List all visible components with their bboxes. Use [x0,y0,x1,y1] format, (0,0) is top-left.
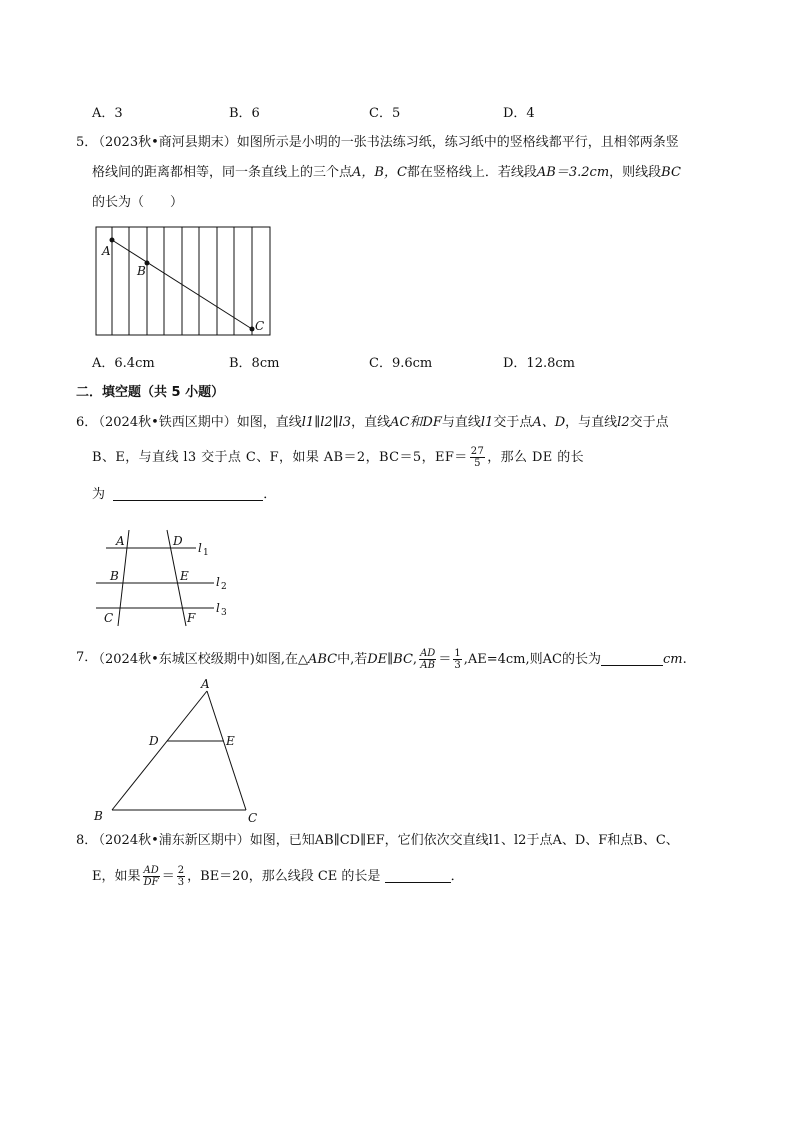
q4-option-c: C．5 [369,106,401,121]
label-d: D [149,734,159,748]
q6-parallel-lines-figure [92,524,242,628]
q5-grid-figure [92,224,274,338]
label-l3-sub: 3 [221,608,227,618]
q5-option-b: B．8cm [229,356,280,371]
q5-option-c: C．9.6cm [369,356,433,371]
label-l1: l [198,541,202,555]
q7-number: 7． [76,650,98,665]
q8-number: 8． [76,833,98,848]
q5-number: 5． [76,135,98,150]
q4-option-d: D．4 [503,106,535,121]
ad-df-fraction: $\frac{AD}{DF}$ [143,865,159,888]
label-l1-sub: 1 [203,548,209,558]
q5-line3: 的长为（ ） [92,195,184,210]
label-b: B [137,264,146,278]
q5-option-a: A．6.4cm [92,356,155,371]
label-c: C [248,811,258,824]
q7-triangle-figure [92,674,272,824]
label-f: F [187,611,196,625]
label-l2-sub: 2 [221,582,227,592]
label-b: B [110,569,119,583]
label-l2: l [216,575,220,589]
point-c [250,327,255,332]
q8-line1: （2024秋•浦东新区期中）如图，已知AB∥CD∥EF，它们依次交直线l1、l2于点A、D、F和点B、C、 [92,833,679,848]
ad-ab-fraction: $\frac{AD}{AB}$ [420,648,436,671]
q5-line2: 格线间的距离都相等，同一条直线上的三个点A，B，C都在竖格线上．若线段AB＝3.2cm，则线段BC [92,165,681,180]
q4-option-b: B．6 [229,106,260,121]
q6-line1: （2024秋•铁西区期中）如图，直线l1∥l2∥l3，直线AC和DF与直线l1交于点A、D，与直线l2交于点 [92,415,669,430]
q7-answer-blank[interactable] [601,651,663,666]
label-a: A [201,677,210,691]
q8-line2: E，如果 $\frac{AD}{DF}$ ＝ $\frac{2}{3}$ ，BE＝20，那么线段 CE 的长是 ． [92,865,464,888]
q6-answer-blank[interactable] [113,486,263,501]
label-e: E [180,569,189,583]
q6-number: 6． [76,415,98,430]
q7-line: （2024秋•东城区校级期中)如图,在△ABC中,若DE∥BC, $\frac{AD}{AB}$ ＝ $\frac{1}{3}$ ,AE=4cm,则AC的长为 cm. [92,648,687,671]
label-a: A [116,534,125,548]
section-title: 二．填空题（共 5 小题） [76,385,225,400]
label-e: E [226,734,235,748]
q4-option-a: A．3 [92,106,123,121]
two-thirds-fraction: $\frac{2}{3}$ [177,865,185,888]
q6-line3: 为 ． [92,487,277,502]
label-d: D [173,534,183,548]
label-c: C [255,319,265,333]
label-b: B [94,809,103,823]
label-c: C [104,611,114,625]
q5-option-d: D．12.8cm [503,356,575,371]
ef-fraction: $\frac{27}{5}$ [470,446,485,469]
q5-line1: （2023秋•商河县期末）如图所示是小明的一张书法练习纸，练习纸中的竖格线都平行，且相邻两条竖 [92,135,679,150]
one-third-fraction: $\frac{1}{3}$ [454,648,461,671]
point-a [110,238,115,243]
q6-line2: B、E，与直线 l3 交于点 C、F，如果 AB＝2，BC＝5，EF＝ $\frac{27}{5}$ ，那么 DE 的长 [92,446,585,469]
q8-answer-blank[interactable] [385,868,451,883]
label-l3: l [216,601,220,615]
label-a: A [102,244,111,258]
